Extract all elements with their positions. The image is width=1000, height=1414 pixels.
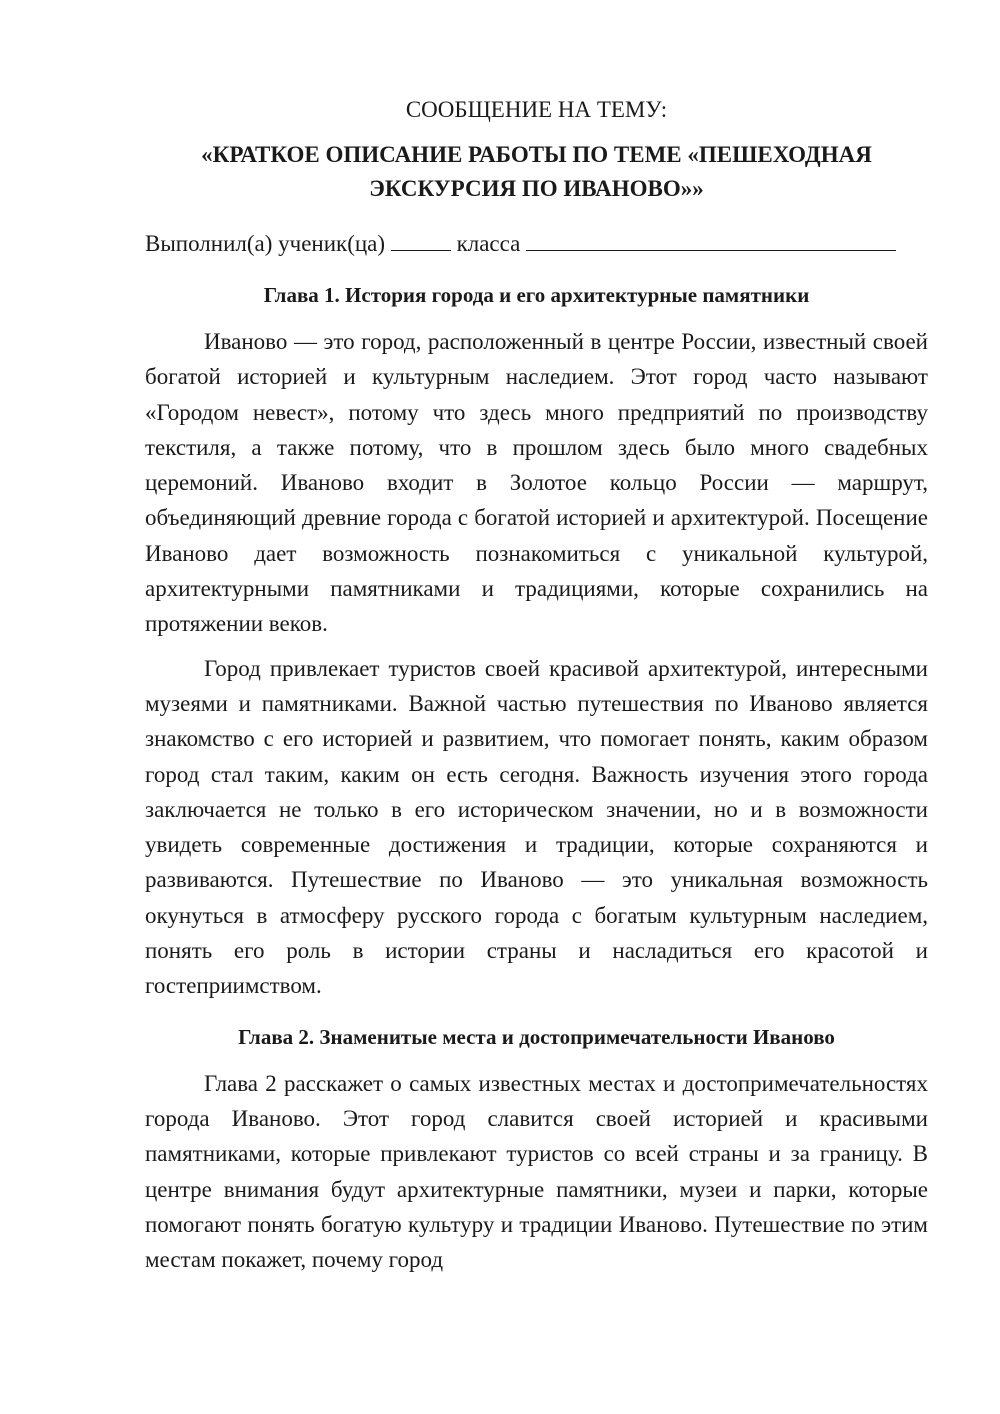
chapter-2-paragraph-1: Глава 2 расскажет о самых известных местах и достопримечательностях города Иваново. Этот город славится своей историей и красивыми памятниками, которые привлекают туристов со всей страны и за границу. В центре внимания будут архитектурные памятники, музеи и парки, которые помогают понять богатую культуру и традиции Иваново. Путешествие по этим местам покажет, почему город [145, 1070, 928, 1273]
byline-class-label: класса [456, 231, 521, 256]
class-number-blank [391, 226, 451, 251]
document-title-line-1: «КРАТКОЕ ОПИСАНИЕ РАБОТЫ ПО ТЕМЕ «ПЕШЕХОДНАЯ [201, 142, 872, 167]
document-title-line-2: ЭКСКУРСИЯ ПО ИВАНОВО»» [369, 176, 704, 201]
chapter-1-heading: Глава 1. История города и его архитектурные памятники [263, 283, 810, 307]
chapter-2-heading: Глава 2. Знаменитые места и достопримечательности Иваново [238, 1024, 835, 1049]
author-byline [145, 226, 928, 262]
student-name-blank [526, 226, 896, 251]
document-page [145, 92, 928, 1277]
chapter-1-paragraph-2: Город привлекает туристов своей красивой архитектурой, интересными музеями и памятниками. Важной частью путешествия по Иваново является знакомство с его историей и развитием, что помогает понять, каким образом город стал таким, каким он есть сегодня. Важность изучения этого города заключается не только в его историческом значении, но и в возможности увидеть современные достижения и традиции, которые сохраняются и развиваются. Путешествие по Иваново — это уникальная возможность окунуться в атмосферу русского города с богатым культурным наследием, понять его роль в истории страны и насладиться его красотой и гостеприимством. [145, 655, 928, 999]
byline-prefix: Выполнил(а) ученик(ца) [145, 231, 386, 256]
subject-line: СООБЩЕНИЕ НА ТЕМУ: [405, 97, 668, 122]
chapter-1-paragraph-1: Иваново — это город, расположенный в центре России, известный своей богатой историей и культурным наследием. Этот город часто называют «Городом невест», потому что здесь много предприятий по производству текстиля, а также потому, что в прошлом здесь было много свадебных церемоний. Иваново входит в Золотое кольцо России — маршрут, объединяющий древние города с богатой историей и архитектурой. Посещение Иваново дает возможность познакомиться с уникальной культурой, архитектурными памятниками и традициями, которые сохранились на протяжении веков. [145, 329, 928, 637]
